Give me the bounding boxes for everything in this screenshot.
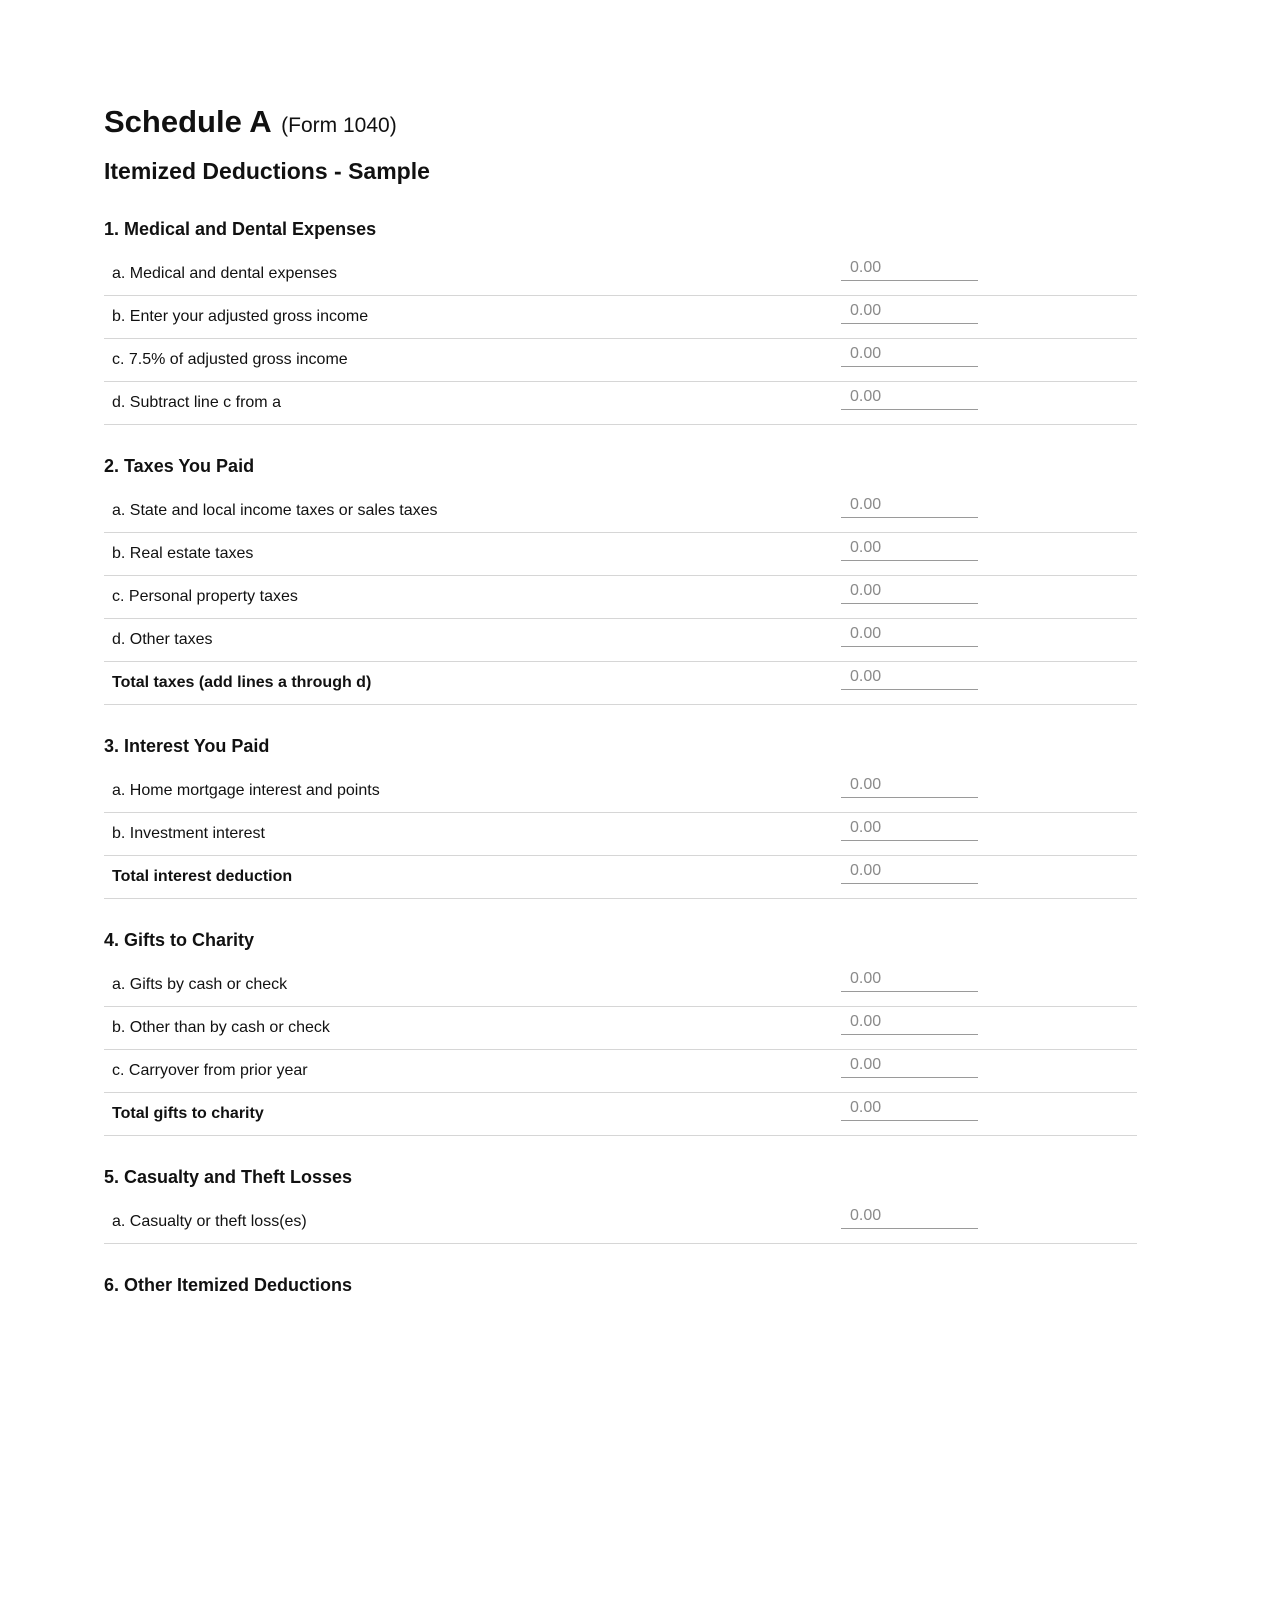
- amount-input[interactable]: [841, 341, 978, 367]
- total-row: [104, 662, 1137, 705]
- total-amount-input[interactable]: [841, 1095, 978, 1121]
- amount-input[interactable]: [841, 492, 978, 518]
- line-row: [104, 770, 1137, 813]
- line-row: [104, 964, 1137, 1007]
- line-label: b. Real estate taxes: [112, 545, 254, 562]
- section-heading: 3. Interest You Paid: [104, 736, 270, 756]
- section-heading: 5. Casualty and Theft Losses: [104, 1167, 353, 1187]
- line-row: [104, 1007, 1137, 1050]
- section-taxes-paid: [104, 455, 1137, 705]
- section-casualty-theft: [104, 1166, 1137, 1244]
- line-label: a. Home mortgage interest and points: [112, 782, 380, 799]
- total-row: [104, 1093, 1137, 1136]
- amount-input[interactable]: [841, 535, 978, 561]
- section-medical-dental: [104, 218, 1137, 425]
- line-row: [104, 339, 1137, 382]
- amount-input[interactable]: [841, 815, 978, 841]
- section-heading: 6. Other Itemized Deductions: [104, 1275, 353, 1295]
- amount-input[interactable]: [841, 384, 978, 410]
- line-label: a. Gifts by cash or check: [112, 976, 288, 993]
- total-label: Total gifts to charity: [112, 1105, 264, 1122]
- total-label: Total interest deduction: [112, 868, 293, 885]
- line-row: [104, 1050, 1137, 1093]
- line-label: a. Casualty or theft loss(es): [112, 1213, 307, 1230]
- line-label: d. Subtract line c from a: [112, 394, 281, 411]
- schedule-a-form: [104, 0, 1137, 1295]
- amount-input[interactable]: [841, 772, 978, 798]
- form-title: Schedule A: [104, 104, 271, 139]
- line-row: [104, 296, 1137, 339]
- line-label: a. Medical and dental expenses: [112, 265, 338, 282]
- section-heading: 4. Gifts to Charity: [104, 930, 255, 950]
- amount-input[interactable]: [841, 255, 978, 281]
- amount-input[interactable]: [841, 966, 978, 992]
- total-amount-input[interactable]: [841, 858, 978, 884]
- line-row: [104, 253, 1137, 296]
- amount-input[interactable]: [841, 621, 978, 647]
- amount-input[interactable]: [841, 298, 978, 324]
- line-row: [104, 490, 1137, 533]
- section-other-deductions: [104, 1274, 1137, 1296]
- section-heading: 2. Taxes You Paid: [104, 456, 255, 476]
- form-reference: (Form 1040): [281, 114, 397, 137]
- form-scroll-area: [104, 0, 1137, 1295]
- total-row: [104, 856, 1137, 899]
- line-row: [104, 533, 1137, 576]
- section-gifts-to-charity: [104, 929, 1137, 1136]
- amount-input[interactable]: [841, 1203, 978, 1229]
- line-row: [104, 576, 1137, 619]
- line-label: c. Personal property taxes: [112, 588, 298, 605]
- line-label: b. Investment interest: [112, 825, 265, 842]
- deduction-sections: [104, 218, 1137, 1296]
- line-label: c. 7.5% of adjusted gross income: [112, 351, 348, 368]
- amount-input[interactable]: [841, 578, 978, 604]
- section-heading: 1. Medical and Dental Expenses: [104, 219, 377, 239]
- total-amount-input[interactable]: [841, 664, 978, 690]
- line-row: [104, 382, 1137, 425]
- section-interest-paid: [104, 735, 1137, 899]
- line-row: [104, 1201, 1137, 1244]
- amount-input[interactable]: [841, 1052, 978, 1078]
- line-label: a. State and local income taxes or sales taxes: [112, 502, 438, 519]
- line-label: d. Other taxes: [112, 631, 213, 648]
- amount-input[interactable]: [841, 1009, 978, 1035]
- page-title: [104, 0, 1137, 140]
- line-label: b. Other than by cash or check: [112, 1019, 330, 1036]
- line-label: c. Carryover from prior year: [112, 1062, 308, 1079]
- line-row: [104, 619, 1137, 662]
- line-label: b. Enter your adjusted gross income: [112, 308, 369, 325]
- page-subtitle: Itemized Deductions - Sample: [104, 158, 430, 184]
- total-label: Total taxes (add lines a through d): [112, 674, 372, 691]
- line-row: [104, 813, 1137, 856]
